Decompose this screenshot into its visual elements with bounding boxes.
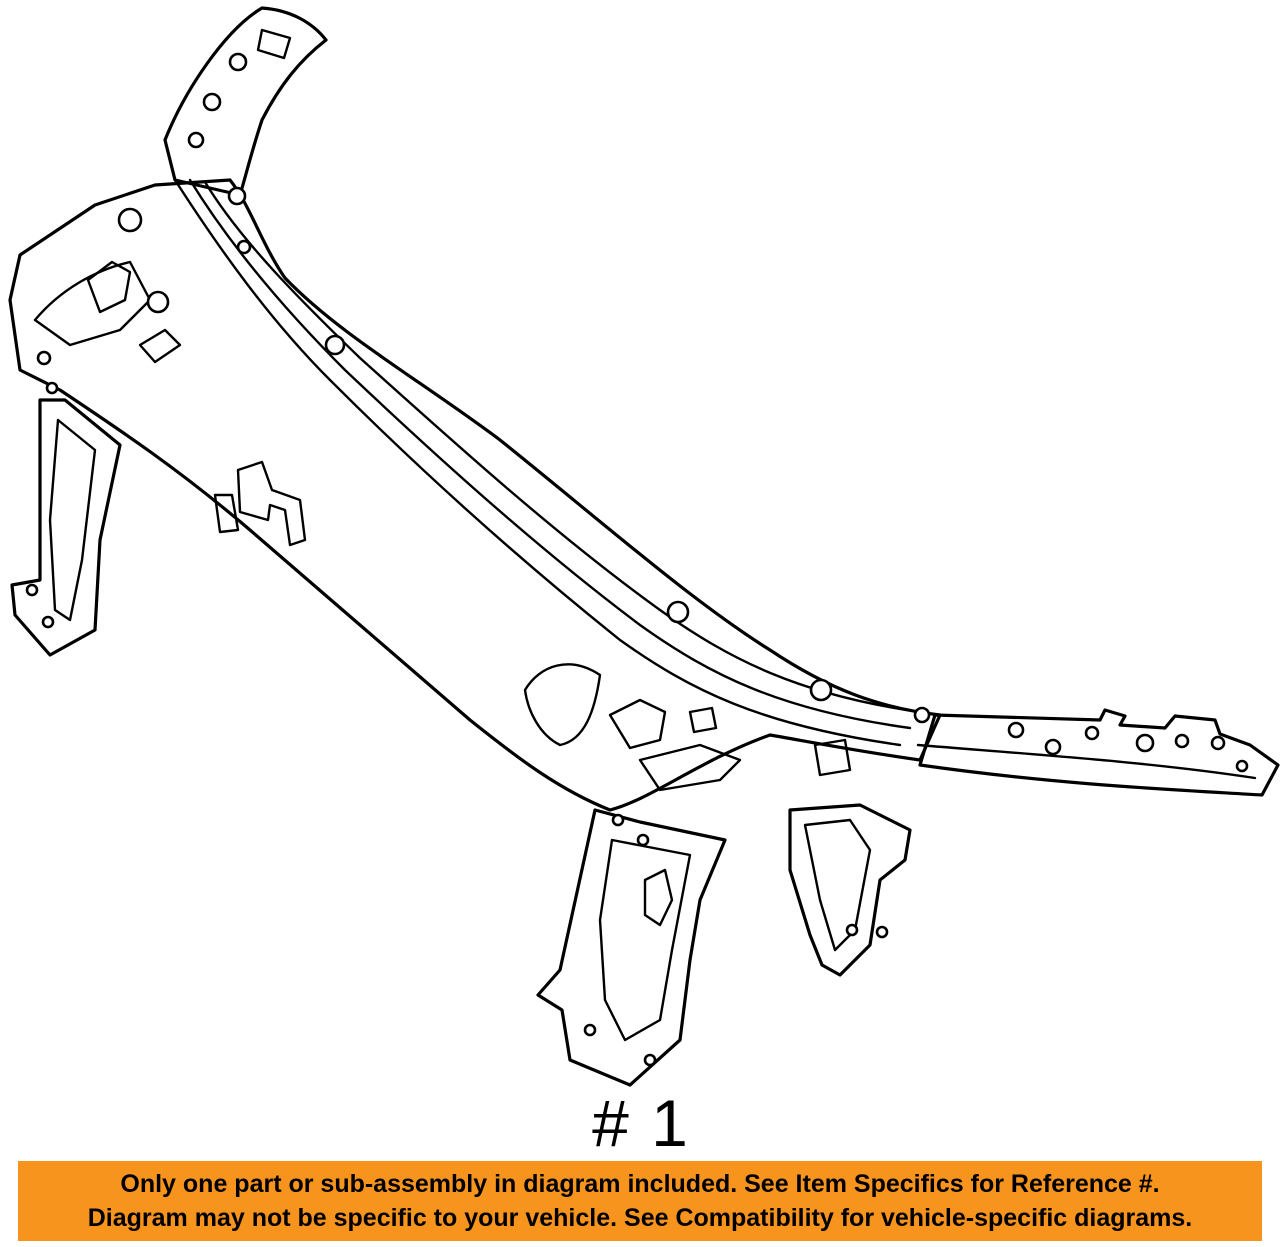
rail-hole bbox=[915, 708, 929, 722]
right-leg-inner bbox=[805, 820, 870, 950]
center-bracket bbox=[238, 462, 305, 545]
right-arm-hole bbox=[1086, 727, 1098, 739]
rail-hole bbox=[229, 188, 245, 204]
disclaimer-line-1: Only one part or sub-assembly in diagram included. See Item Specifics for Reference #. bbox=[120, 1170, 1160, 1198]
cross-member-hole bbox=[148, 292, 168, 312]
upper-arm-slot bbox=[258, 30, 290, 58]
cross-member-hole bbox=[119, 209, 141, 231]
left-end-detail bbox=[35, 262, 150, 345]
right-latch-detail bbox=[610, 700, 665, 748]
left-leg-hole bbox=[27, 585, 37, 595]
center-leg-cutout bbox=[645, 870, 672, 925]
right-leg-hole bbox=[847, 925, 857, 935]
cross-member-outline bbox=[10, 180, 940, 810]
center-leg-hole bbox=[585, 1025, 595, 1035]
left-leg-hole bbox=[43, 617, 53, 627]
right-arm-hole bbox=[1176, 735, 1188, 747]
center-leg-hole bbox=[613, 815, 623, 825]
right-arm-hole bbox=[1212, 737, 1224, 749]
right-arm-hole bbox=[1046, 740, 1060, 754]
channel-line bbox=[190, 180, 910, 728]
rail-hole bbox=[811, 680, 831, 700]
channel-line bbox=[205, 182, 920, 712]
right-leg-hole bbox=[877, 927, 887, 937]
upper-arm-hole bbox=[230, 54, 246, 70]
center-leg-hole bbox=[645, 1055, 655, 1065]
cross-member-hole bbox=[47, 383, 57, 393]
disclaimer-line-2: Diagram may not be specific to your vehicle. See Compatibility for vehicle-specific diagrams. bbox=[87, 1204, 1193, 1232]
right-arm-hole bbox=[1009, 723, 1023, 737]
disclaimer-banner bbox=[18, 1161, 1262, 1241]
center-leg-hole bbox=[638, 835, 648, 845]
right-rib-detail bbox=[640, 745, 740, 790]
right-arm-hole bbox=[1237, 761, 1247, 771]
cross-member-hole bbox=[38, 352, 50, 364]
center-leg-inner bbox=[600, 840, 690, 1040]
right-leg-outline bbox=[790, 805, 910, 975]
rail-hole bbox=[668, 602, 688, 622]
upper-arm-hole bbox=[189, 133, 203, 147]
right-arm-hole bbox=[1137, 735, 1153, 751]
right-pocket bbox=[525, 664, 600, 745]
center-leg-outline bbox=[538, 810, 725, 1085]
left-diamond-detail bbox=[140, 330, 180, 362]
upper-arm-outline bbox=[165, 8, 326, 195]
center-tab bbox=[215, 495, 238, 532]
channel-line bbox=[175, 180, 900, 745]
rail-hole bbox=[238, 241, 250, 253]
left-leg-inner bbox=[50, 420, 95, 620]
right-notch bbox=[690, 708, 716, 732]
upper-arm-hole bbox=[204, 94, 220, 110]
part-callout-label: # 1 bbox=[592, 1086, 690, 1160]
right-arm-outline bbox=[920, 710, 1278, 795]
rail-hole bbox=[326, 336, 344, 354]
